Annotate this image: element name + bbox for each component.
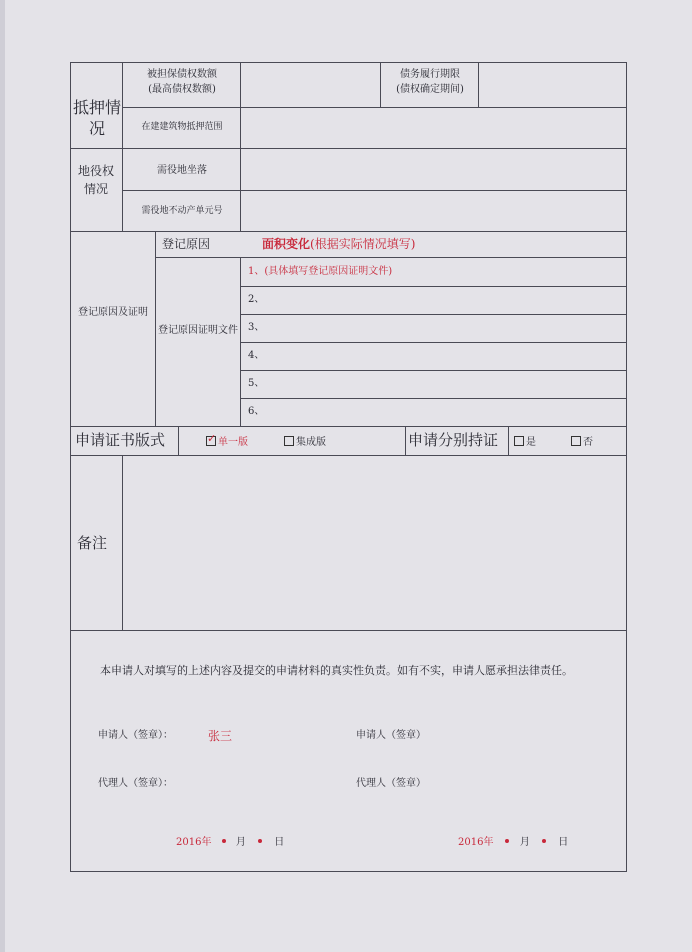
divider — [122, 190, 627, 191]
combined-version-option[interactable] — [284, 436, 326, 448]
divider — [240, 314, 627, 315]
doc-line-5: 5、 — [248, 378, 265, 389]
date-left — [176, 838, 284, 848]
separate-yes-option[interactable] — [514, 436, 536, 448]
separate-no-option[interactable] — [571, 436, 593, 448]
divider — [122, 62, 123, 231]
date-right-day: 日 — [558, 837, 569, 848]
single-version-option[interactable] — [206, 436, 248, 448]
table-border-top — [70, 62, 627, 63]
declaration-text: 本申请人对填写的上述内容及提交的申请材料的真实性负责。如有不实，申请人愿承担法律责任。 — [100, 664, 573, 677]
divider — [478, 62, 479, 107]
reason-header: 登记原因及证明 — [78, 307, 148, 318]
scan-edge — [0, 0, 5, 952]
servient-location-label: 需役地坐落 — [157, 165, 207, 176]
divider — [122, 107, 627, 108]
single-version-label: 单一版 — [218, 437, 248, 448]
separate-yes-checkbox[interactable] — [514, 436, 524, 446]
divider — [70, 630, 627, 631]
servient-unit-label: 需役地不动产单元号 — [141, 206, 223, 216]
date-dot-icon — [258, 839, 262, 843]
separate-no-checkbox[interactable] — [571, 436, 581, 446]
date-right-year: 2016年 — [458, 837, 494, 848]
remarks-header: 备注 — [77, 534, 108, 552]
reason-value — [262, 238, 415, 250]
agent-signature-label-right: 代理人（签章） — [356, 778, 426, 789]
date-dot-icon — [542, 839, 546, 843]
doc-line-2: 2、 — [248, 294, 265, 305]
combined-version-label: 集成版 — [296, 437, 326, 448]
land-header: 地役权情况 — [78, 164, 115, 196]
combined-version-checkbox[interactable] — [284, 436, 294, 446]
divider — [70, 231, 627, 232]
divider — [405, 426, 406, 455]
date-left-month: 月 — [235, 837, 246, 848]
separate-holding-label: 申请分别持证 — [408, 431, 499, 449]
applicant-name: 张三 — [208, 729, 233, 743]
divider — [380, 62, 381, 107]
separate-yes-label: 是 — [526, 437, 536, 448]
divider — [70, 426, 627, 427]
reason-label: 登记原因 — [162, 237, 211, 251]
divider — [240, 342, 627, 343]
table-border-bottom — [70, 871, 627, 872]
date-left-day: 日 — [274, 837, 285, 848]
doc-line-1: 1、(具体填写登记原因证明文件) — [248, 266, 393, 277]
divider — [155, 231, 156, 426]
divider — [240, 370, 627, 371]
date-right-month: 月 — [519, 837, 530, 848]
date-left-year: 2016年 — [176, 837, 212, 848]
reason-value-main: 面积变化 — [262, 237, 311, 251]
doc-line-4: 4、 — [248, 350, 265, 361]
debt-period-sub: (债权确定期间) — [396, 84, 464, 95]
doc-line-6: 6、 — [248, 406, 265, 417]
divider — [70, 455, 627, 456]
divider — [508, 426, 509, 455]
date-right — [458, 838, 568, 848]
divider — [178, 426, 179, 455]
divider — [70, 148, 627, 149]
docs-label: 登记原因证明文件 — [158, 325, 238, 336]
table-border-left — [70, 62, 71, 872]
mortgage-header: 抵押情况 — [72, 98, 121, 138]
reason-value-note: (根据实际情况填写) — [310, 237, 416, 251]
certificate-format-label: 申请证书版式 — [75, 431, 166, 449]
divider — [122, 455, 123, 630]
applicant-signature-label-right: 申请人（签章） — [356, 730, 426, 741]
single-version-checkbox[interactable] — [206, 436, 216, 446]
divider — [155, 257, 627, 258]
divider — [240, 62, 241, 231]
date-dot-icon — [505, 839, 509, 843]
divider — [240, 398, 627, 399]
date-dot-icon — [222, 839, 226, 843]
table-border-right — [626, 62, 627, 872]
applicant-signature-label: 申请人（签章）： — [98, 730, 173, 741]
agent-signature-label: 代理人（签章）： — [98, 778, 173, 789]
guaranteed-amount-sub: (最高债权数额) — [148, 84, 216, 95]
debt-period-label: 债务履行期限 — [400, 69, 460, 80]
remarks-field[interactable] — [124, 457, 624, 628]
building-scope-label: 在建建筑物抵押范围 — [141, 122, 223, 132]
guaranteed-amount-label: 被担保债权数额 — [147, 69, 217, 80]
separate-no-label: 否 — [583, 437, 593, 448]
divider — [240, 286, 627, 287]
doc-line-3: 3、 — [248, 322, 265, 333]
